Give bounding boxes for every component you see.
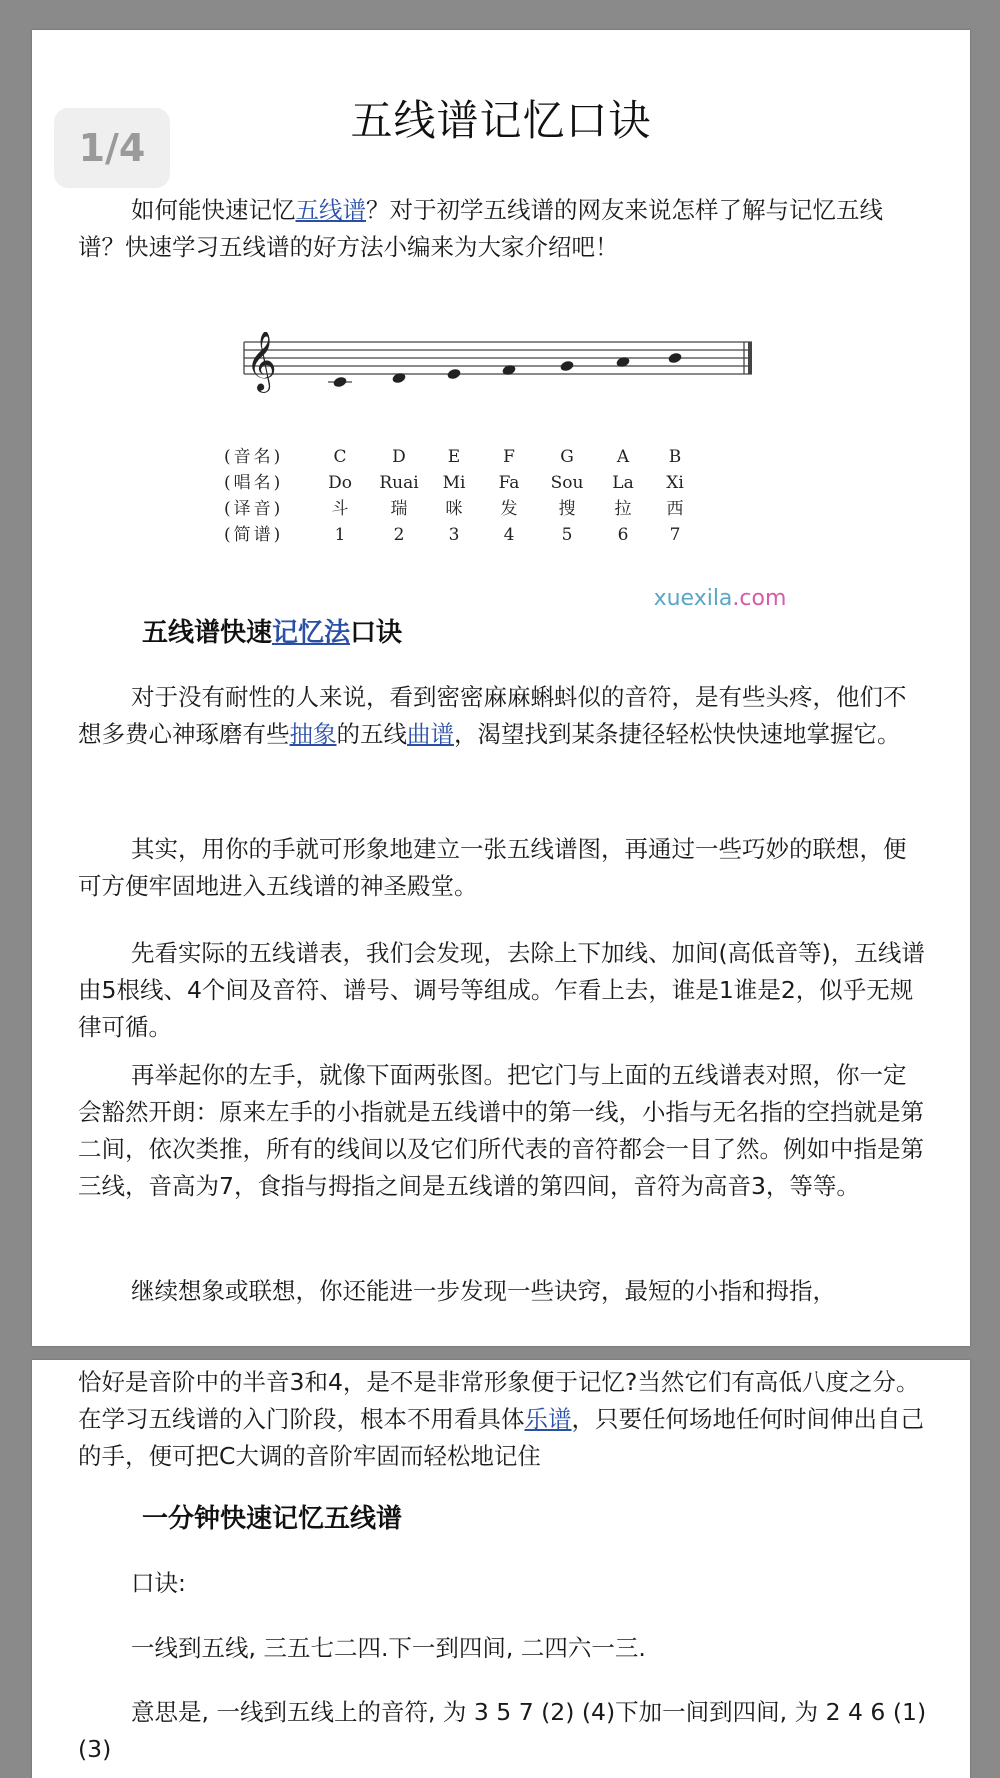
transliteration-char: 拉 — [614, 499, 632, 519]
note-heads — [332, 352, 682, 389]
paragraph-semitone: 恰好是音阶中的半音3和4，是不是非常形象便于记忆?当然它们有高低八度之分。在学习五线谱的入门阶段，根本不用看具体乐谱，只要任何场地任何时间伸出自己的手，便可把C大调的音阶牢固而轻松地记住 — [78, 1368, 924, 1470]
section-heading-quick-memory: 五线谱快速记忆法口诀 — [142, 618, 403, 648]
section-heading-one-minute: 一分钟快速记忆五线谱 — [142, 1504, 403, 1534]
paragraph-staff-structure: 先看实际的五线谱表，我们会发现，去除上下加线、加间(高低音等)，五线谱由5根线、4个间及音符、谱号、调号等组成。乍看上去，谁是1谁是2，似乎无规律可循。 — [78, 939, 925, 1041]
intro-paragraph: 如何能快速记忆五线谱？对于初学五线谱的网友来说怎样了解与记忆五线谱？快速学习五线谱的好方法小编来为大家介绍吧！ — [78, 196, 883, 261]
solfege-syllable: Ruai — [379, 473, 419, 493]
note-name: F — [503, 447, 515, 467]
page-title: 五线谱记忆口诀 — [350, 96, 652, 145]
paragraph-continue: 继续想象或联想，你还能进一步发现一些诀窍，最短的小指和拇指， — [131, 1277, 836, 1305]
transliteration-char: 发 — [500, 499, 518, 519]
paragraph-impatience: 对于没有耐性的人来说，看到密密麻麻蝌蚪似的音符，是有些头疼，他们不想多费心神琢磨有些抽象的五线曲谱，渴望找到某条捷径轻松快快速地掌握它。 — [78, 683, 907, 748]
row-label: (音名) — [224, 447, 284, 467]
transliteration-char: 西 — [666, 499, 684, 519]
note-name: D — [392, 447, 406, 467]
document-page-1[interactable] — [32, 30, 970, 1346]
staff-notation-figure — [212, 332, 792, 622]
solfege-syllable: Xi — [666, 473, 684, 493]
paragraph-hand-staff: 其实，用你的手就可形象地建立一张五线谱图，再通过一些巧妙的联想，便可方便牢固地进入五线谱的神圣殿堂。 — [78, 835, 907, 900]
transliteration-char: 瑞 — [390, 499, 408, 519]
transliteration-char: 咪 — [445, 499, 463, 519]
treble-clef-icon: 𝄞 — [246, 332, 277, 391]
numbered-notation: 1 — [334, 525, 346, 545]
note-head — [332, 376, 347, 389]
abstract-link[interactable]: 抽象 — [289, 720, 337, 748]
numbered-notation: 3 — [448, 525, 460, 545]
paragraph-left-hand: 再举起你的左手，就像下面两张图。把它门与上面的五线谱表对照，你一定会豁然开朗：原来左手的小指就是五线谱中的第一线，小指与无名指的空挡就是第二间，依次类推，所有的线间以及它们所代表的音符都会一目了然。例如中指是第三线，音高为7，食指与拇指之间是五线谱的第四间，音符为高音3，等等。 — [78, 1061, 924, 1200]
row-label: (译音) — [224, 499, 284, 519]
note-head — [667, 352, 682, 365]
numbered-notation: 4 — [503, 525, 515, 545]
solfege-syllable: Fa — [498, 473, 520, 493]
solfege-syllable: Do — [328, 473, 352, 493]
watermark-text: xuexila.com — [653, 586, 787, 611]
score-link[interactable]: 曲谱 — [407, 720, 454, 748]
solfege-syllable: Mi — [442, 473, 466, 493]
note-head — [446, 368, 461, 381]
row-label: (简谱) — [224, 525, 284, 545]
row-label: (唱名) — [224, 473, 284, 493]
note-name: A — [616, 447, 630, 467]
note-name: G — [560, 447, 574, 467]
paragraph-mnemonic: 一线到五线, 三五七二四.下一到四间, 二四六一三. — [131, 1634, 646, 1662]
note-name: B — [668, 447, 682, 467]
transliteration-char: 搜 — [558, 499, 576, 519]
numbered-notation: 2 — [393, 525, 405, 545]
paragraph-mnemonic-label: 口诀: — [131, 1569, 186, 1597]
staff-link[interactable]: 五线谱 — [295, 196, 366, 224]
staff-svg — [212, 332, 792, 622]
note-name: C — [333, 447, 347, 467]
numbered-notation: 7 — [669, 525, 681, 545]
numbered-notation: 6 — [617, 525, 629, 545]
paragraph-meaning: 意思是, 一线到五线上的音符, 为 3 5 7 (2) (4)下加一间到四间, 为 2 4 6 (1) (3) — [78, 1698, 927, 1763]
memory-method-link[interactable]: 记忆法 — [272, 618, 351, 648]
sheet-music-link[interactable]: 乐谱 — [524, 1405, 572, 1433]
note-head — [559, 360, 574, 373]
solfege-syllable: La — [612, 473, 634, 493]
numbered-notation: 5 — [561, 525, 573, 545]
transliteration-char: 斗 — [331, 499, 349, 519]
document-page-2[interactable] — [32, 1360, 970, 1778]
solfege-syllable: Sou — [550, 473, 584, 493]
page-indicator-badge: 1/4 — [54, 108, 170, 188]
note-name: E — [447, 447, 461, 467]
